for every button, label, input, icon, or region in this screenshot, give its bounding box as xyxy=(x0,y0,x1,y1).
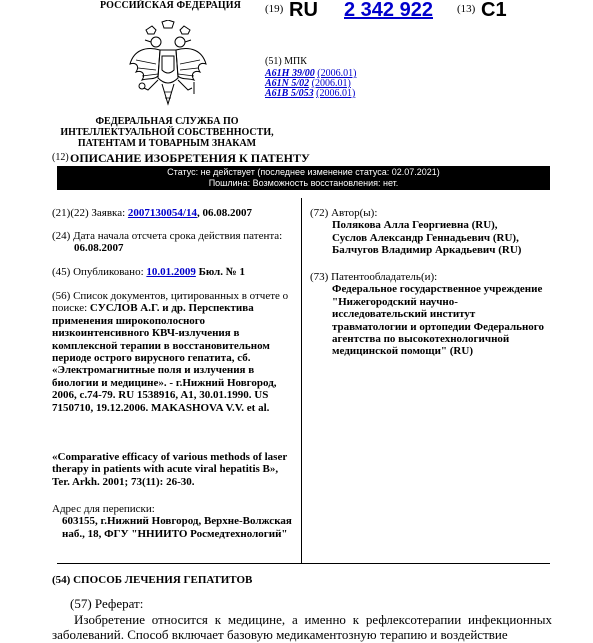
agency-name: ФЕДЕРАЛЬНАЯ СЛУЖБА ПО ИНТЕЛЛЕКТУАЛЬНОЙ СОБСТВЕННОСТИ, ПАТЕНТАМ И ТОВАРНЫМ ЗНАКАМ xyxy=(60,116,274,149)
inid-code-19: (19) xyxy=(265,3,284,15)
status-bar xyxy=(57,166,550,190)
ipc-item xyxy=(265,89,356,99)
abstract-label: (57) Реферат: xyxy=(70,596,144,611)
author-item: Полякова Алла Георгиевна (RU), xyxy=(332,219,498,232)
address-field xyxy=(52,503,298,540)
ipc-code-link[interactable]: A61H 39/00 xyxy=(265,68,315,79)
ipc-date[interactable]: (2006.01) xyxy=(311,78,351,89)
authors-field xyxy=(310,207,550,257)
citations-continuation: «Comparative efficacy of various methods of laser therapy in patients with acute viral hepatitis B», Ter. Arkh. 2001; 73(11): 26-30. xyxy=(52,451,288,488)
ipc-date[interactable]: (2006.01) xyxy=(316,88,356,99)
ipc-code-link[interactable]: A61B 5/053 xyxy=(265,88,314,99)
holder-text: Федеральное государственное учреждение "Нижегородский научно-исследовательский институт травматологии и ортопедии Федерального агентства по высокотехнологичной медицинской помощи" (RU) xyxy=(332,283,545,358)
published-date-link[interactable]: 10.01.2009 xyxy=(146,266,196,278)
country-code: RU xyxy=(289,0,318,21)
column-divider xyxy=(301,198,302,564)
citations-text: СУСЛОВ А.Г. и др. Перспектива применения широкополосного низкоинтенсивного КВЧ-излучения в комплексной терапии в восстановительном периоде острого вирусного гепатита, сб. «Электромагнитные поля и излучения в биологии и медицине». - г.Нижний Новгород, 2006, с.74-79. RU 1538916, A1, 30.01.1990. US 7150710, 19.12.2006. MAKASHOVA V.V. et al. xyxy=(52,302,277,414)
kind-code: C1 xyxy=(481,0,507,21)
authors-label: (72) Автор(ы): xyxy=(310,207,378,219)
application-date: , 06.08.2007 xyxy=(196,207,252,219)
ipc-list xyxy=(265,69,356,99)
application-label: (21)(22) Заявка: xyxy=(52,207,126,219)
published-label: (45) Опубликовано: xyxy=(52,266,144,278)
fee-line: Пошлина: Возможность восстановления: нет. xyxy=(208,178,399,188)
ipc-label: (51) МПК xyxy=(265,56,307,67)
author-item: Балчугов Владимир Аркадьевич (RU) xyxy=(332,244,522,257)
inid-code-12: (12) xyxy=(52,152,69,163)
term-start-label: (24) Дата начала отсчета срока действия патента: xyxy=(52,230,283,242)
abstract-text: Изобретение относится к медицине, а именно к рефлексотерапии инфекционных заболеваний. Способ включает базовую медикаментозную терапию и воздействие xyxy=(52,612,552,642)
published-field xyxy=(52,266,298,278)
term-start-date: 06.08.2007 xyxy=(74,242,124,255)
address-text: 603155, г.Нижний Новгород, Верхне-Волжская наб., 18, ФГУ "ННИИТО Росмедтехнологий" xyxy=(62,515,292,540)
authors-list xyxy=(310,219,550,256)
citations-label: (56) Список документов, цитированных в отчете о поиске: xyxy=(52,290,289,315)
term-start-field xyxy=(52,230,298,255)
application-number-link[interactable]: 2007130054/14 xyxy=(127,207,197,219)
patent-number-link[interactable]: 2 342 922 xyxy=(344,0,433,21)
invention-title: (54) СПОСОБ ЛЕЧЕНИЯ ГЕПАТИТОВ xyxy=(52,574,253,586)
status-line: Статус: не действует (последнее изменение статуса: 02.07.2021) xyxy=(167,167,440,177)
country-name: РОССИЙСКАЯ ФЕДЕРАЦИЯ xyxy=(100,0,242,11)
patent-holder-field xyxy=(310,271,550,358)
application-field xyxy=(52,207,298,219)
inid-code-13: (13) xyxy=(457,3,476,15)
section-rule xyxy=(57,563,550,564)
address-label: Адрес для переписки: xyxy=(52,503,155,515)
bulletin-number: Бюл. № 1 xyxy=(198,266,246,278)
document-title: ОПИСАНИЕ ИЗОБРЕТЕНИЯ К ПАТЕНТУ xyxy=(70,151,310,165)
citations-field xyxy=(52,290,298,414)
ipc-date[interactable]: (2006.01) xyxy=(317,68,357,79)
author-item: Суслов Александр Геннадьевич (RU), xyxy=(332,231,519,244)
ipc-code-link[interactable]: A61N 5/02 xyxy=(265,78,310,89)
holder-label: (73) Патентообладатель(и): xyxy=(310,271,438,283)
russian-coat-of-arms-icon xyxy=(128,20,208,112)
